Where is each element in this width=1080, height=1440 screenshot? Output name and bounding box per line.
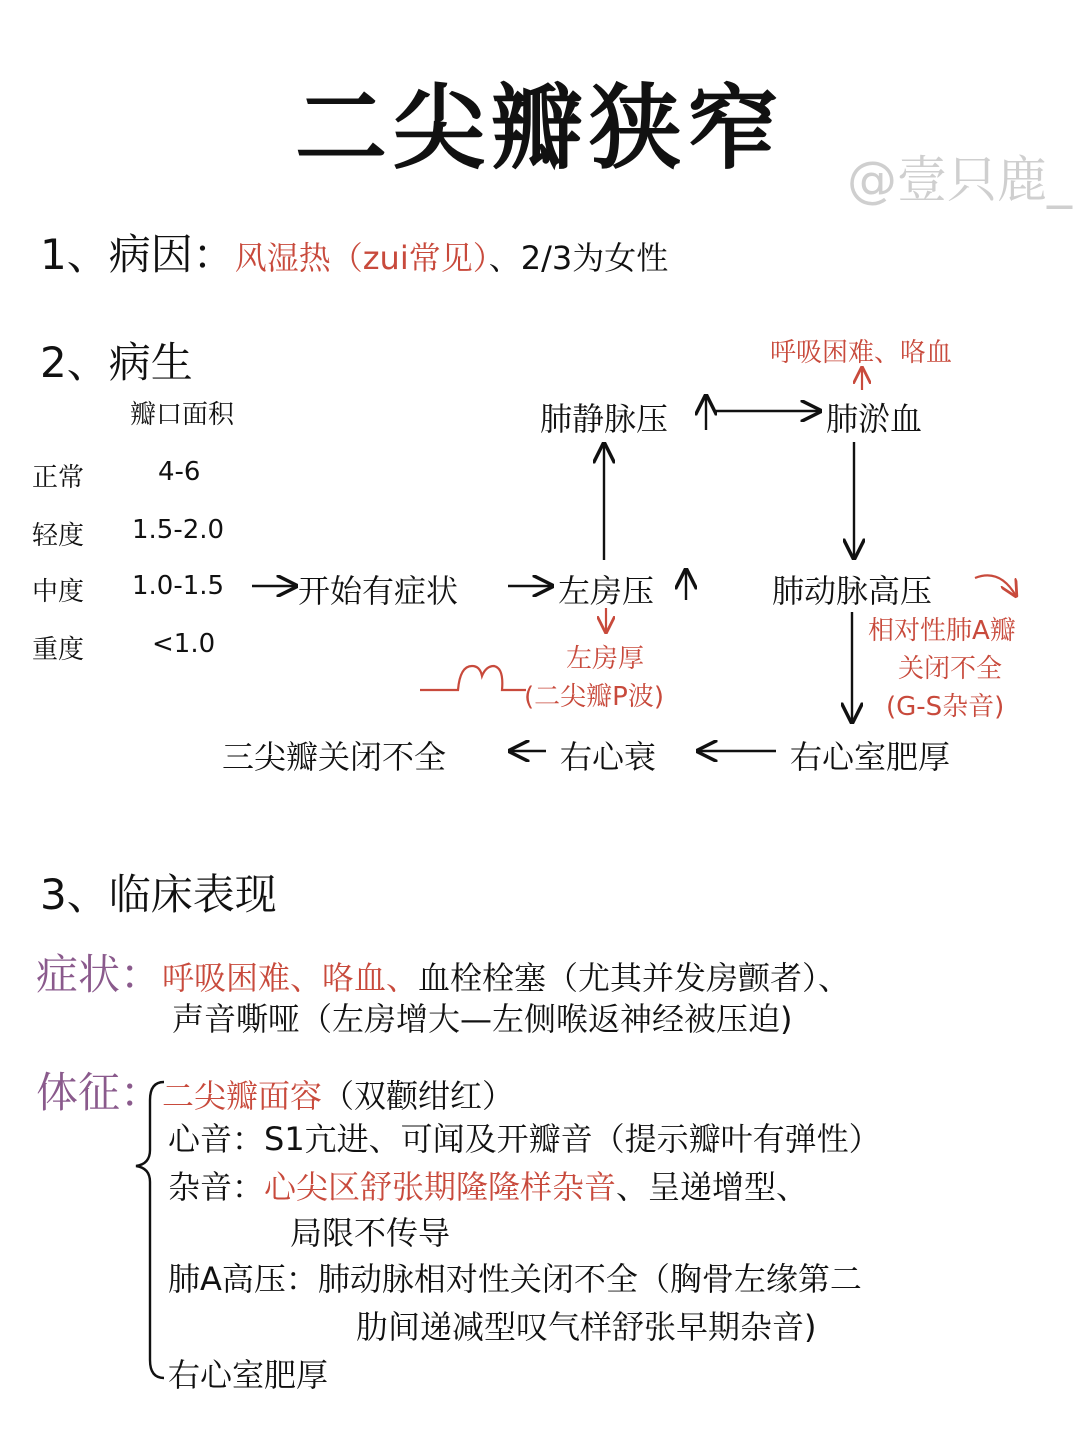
symptoms-line-2: 声音嘶哑（左房增大—左侧喉返神经被压迫) [172, 1000, 793, 1038]
murmur-line-1 [168, 1162, 808, 1208]
heart-sound-line: 心音：S1亢进、可闻及开瓣音（提示瓣叶有弹性） [168, 1120, 881, 1158]
symptoms-line-1 [36, 942, 850, 1002]
area-header: 瓣口面积 [130, 400, 235, 430]
note-dyspnea: 呼吸困难、咯血 [770, 338, 953, 368]
note-pr-2: 关闭不全 [898, 654, 1003, 684]
node-la-pressure: 左房压 [558, 572, 655, 610]
level-value: 1.0-1.5 [132, 571, 225, 601]
node-rv-hypertrophy: 右心室肥厚 [790, 738, 951, 776]
section-cause-heading: 1、病因： [40, 230, 235, 279]
symptoms-key: 呼吸困难、咯血、 [162, 959, 419, 997]
level-label: 轻度 [32, 521, 85, 551]
node-pah: 肺动脉高压 [772, 572, 933, 610]
level-value: 1.5-2.0 [132, 515, 225, 545]
node-tr: 三尖瓣关闭不全 [222, 738, 447, 776]
node-pulm-congestion: 肺淤血 [826, 400, 923, 438]
signs-brace [136, 1082, 164, 1378]
murmur-label: 杂音： [168, 1168, 265, 1206]
cause-main: 风湿热（zui常见） [234, 239, 489, 277]
note-pr-3: (G-S杂音) [886, 692, 1005, 722]
murmur-line-2: 局限不传导 [290, 1214, 451, 1252]
level-value: 4-6 [158, 457, 201, 487]
node-symptom-start: 开始有症状 [298, 572, 459, 610]
facies-rest: （双颧绀红） [322, 1077, 515, 1115]
level-label: 重度 [32, 635, 85, 665]
page-title: 二尖瓣狭窄 [294, 75, 785, 182]
p-wave-sketch [420, 666, 526, 690]
cause-rest: 、2/3为女性 [488, 239, 669, 277]
pah-line-1: 肺A高压：肺动脉相对性关闭不全（胸骨左缘第二 [168, 1260, 862, 1298]
signs-label: 体征： [36, 1068, 163, 1117]
symptoms-rest: 血栓栓塞（尤其并发房颤者）、 [418, 959, 851, 997]
level-label: 正常 [32, 463, 85, 493]
level-label: 中度 [32, 577, 85, 607]
node-pv-pressure: 肺静脉压 [540, 400, 669, 438]
node-rhf: 右心衰 [560, 738, 657, 776]
note-la-thick: 左房厚 [566, 644, 645, 674]
murmur-key: 心尖区舒张期隆隆样杂音 [264, 1168, 617, 1206]
pah-line-2: 肋间递减型叹气样舒张早期杂音) [356, 1308, 817, 1346]
watermark: @壹只鹿_ [847, 151, 1072, 209]
signs-line-1 [36, 1060, 514, 1120]
arrow-pah-to-pr [975, 575, 1016, 596]
section-pathophysiology-heading: 2、病生 [40, 338, 193, 387]
note-p-wave: (二尖瓣P波) [524, 682, 664, 712]
level-value: <1.0 [152, 629, 216, 659]
note-pr-1: 相对性肺A瓣 [868, 616, 1016, 646]
section-clinical-heading: 3、临床表现 [40, 870, 277, 919]
symptoms-label: 症状： [36, 950, 163, 999]
rv-line: 右心室肥厚 [168, 1356, 329, 1394]
facies-key: 二尖瓣面容 [162, 1077, 323, 1115]
murmur-rest: 、呈递增型、 [616, 1168, 809, 1206]
